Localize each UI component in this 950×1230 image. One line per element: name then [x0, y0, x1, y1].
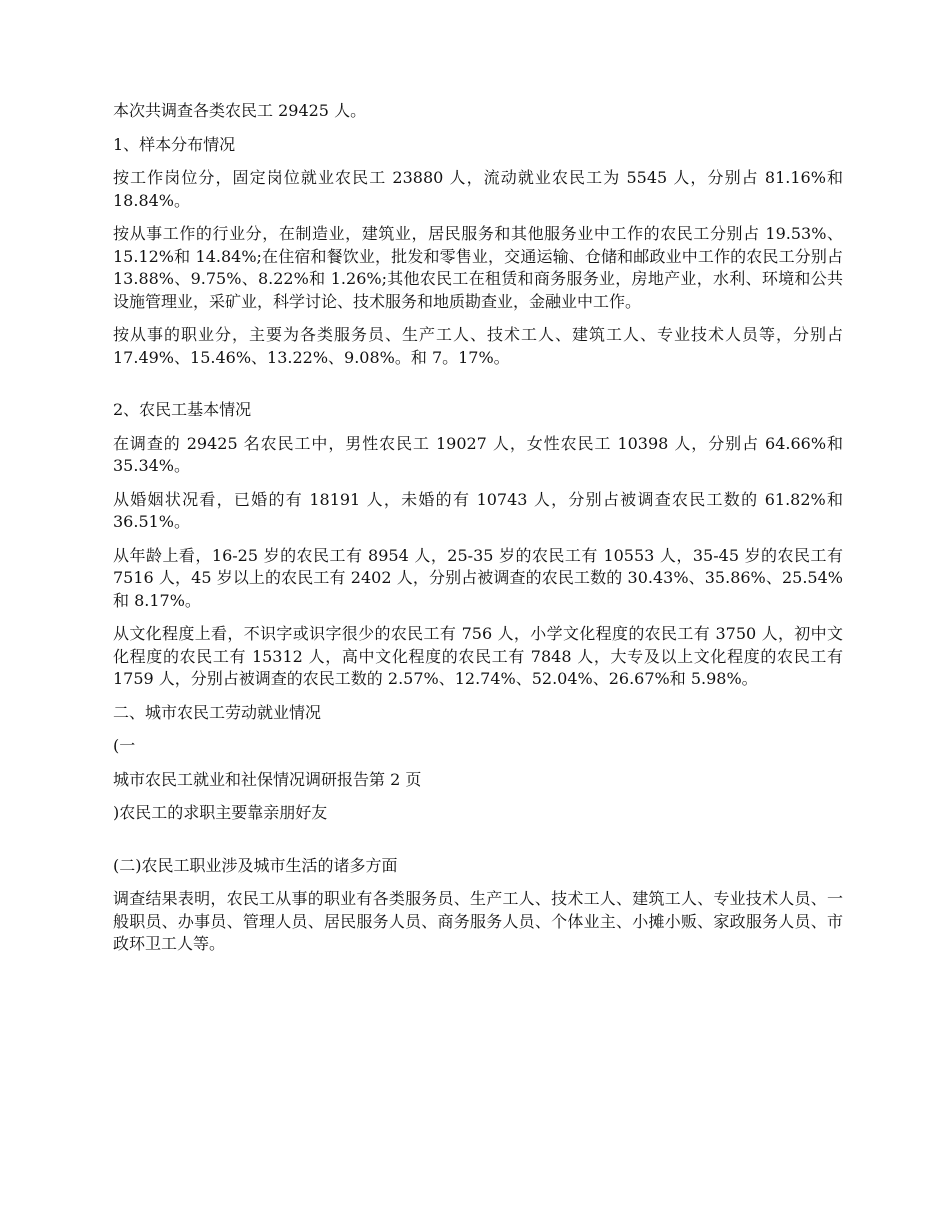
intro-paragraph: 本次共调查各类农民工 29425 人。 — [113, 101, 367, 120]
paragraph-marital-status: 从婚姻状况看，已婚的有 18191 人，未婚的有 10743 人，分别占被调查农民工数的 61.82%和 36.51%。 — [113, 489, 843, 531]
paragraph-by-occupation: 按从事的职业分，主要为各类服务员、生产工人、技术工人、建筑工人、专业技术人员等，分别占 17.49%、15.46%、13.22%、9.08%。和 7。17%。 — [113, 325, 843, 367]
section-heading-basic-info: 2、农民工基本情况 — [113, 400, 252, 419]
paragraph-by-industry: 按从事工作的行业分，在制造业，建筑业，居民服务和其他服务业中工作的农民工分别占 19.53%、15.12%和 14.84%;在住宿和餐饮业，批发和零售业，交通运输、仓储和邮政业中工作的农民工分别占 13.88%、9.75%、8.22%和 1.26%;其他农民工在租赁和商务服务业，房地产业，水利、环境和公共设施管理业，采矿业，科学讨论、技术服务和地质勘查业，金融业中工作。 — [113, 224, 843, 311]
subsection-heading-occupations: (二)农民工职业涉及城市生活的诸多方面 — [113, 855, 398, 875]
subsection-fragment-open: (一 — [113, 736, 136, 755]
paragraph-age: 从年龄上看，16-25 岁的农民工有 8954 人，25-35 岁的农民工有 10553 人，35-45 岁的农民工有 7516 人，45 岁以上的农民工有 2402 人，分别占被调查的农民工数的 30.43%、35.86%、25.54%和 8.17%。 — [113, 545, 843, 610]
document-page — [113, 100, 843, 967]
subsection-heading-job-seeking: )农民工的求职主要靠亲朋好友 — [113, 803, 328, 822]
section-heading-employment: 二、城市农民工劳动就业情况 — [113, 702, 322, 722]
paragraph-by-position: 按工作岗位分，固定岗位就业农民工 23880 人，流动就业农民工为 5545 人，分别占 81.16%和 18.84%。 — [113, 168, 843, 210]
paragraph-occupation-list: 调查结果表明，农民工从事的职业有各类服务员、生产工人、技术工人、建筑工人、专业技术人员、一般职员、办事员、管理人员、居民服务人员、商务服务人员、个体业主、小摊小贩、家政服务人员、市政环卫工人等。 — [113, 889, 843, 953]
page-header-text: 城市农民工就业和社保情况调研报告第 2 页 — [113, 769, 422, 789]
paragraph-education: 从文化程度上看，不识字或识字很少的农民工有 756 人，小学文化程度的农民工有 3750 人，初中文化程度的农民工有 15312 人，高中文化程度的农民工有 7848 人，大专及以上文化程度的农民工有 1759 人，分别占被调查的农民工数的 2.57%、12.74%、52.04%、26.67%和 5.98%。 — [113, 624, 843, 688]
section-heading-sample-distribution: 1、样本分布情况 — [113, 134, 236, 154]
paragraph-gender: 在调查的 29425 名农民工中，男性农民工 19027 人，女性农民工 10398 人，分别占 64.66%和 35.34%。 — [113, 433, 843, 475]
